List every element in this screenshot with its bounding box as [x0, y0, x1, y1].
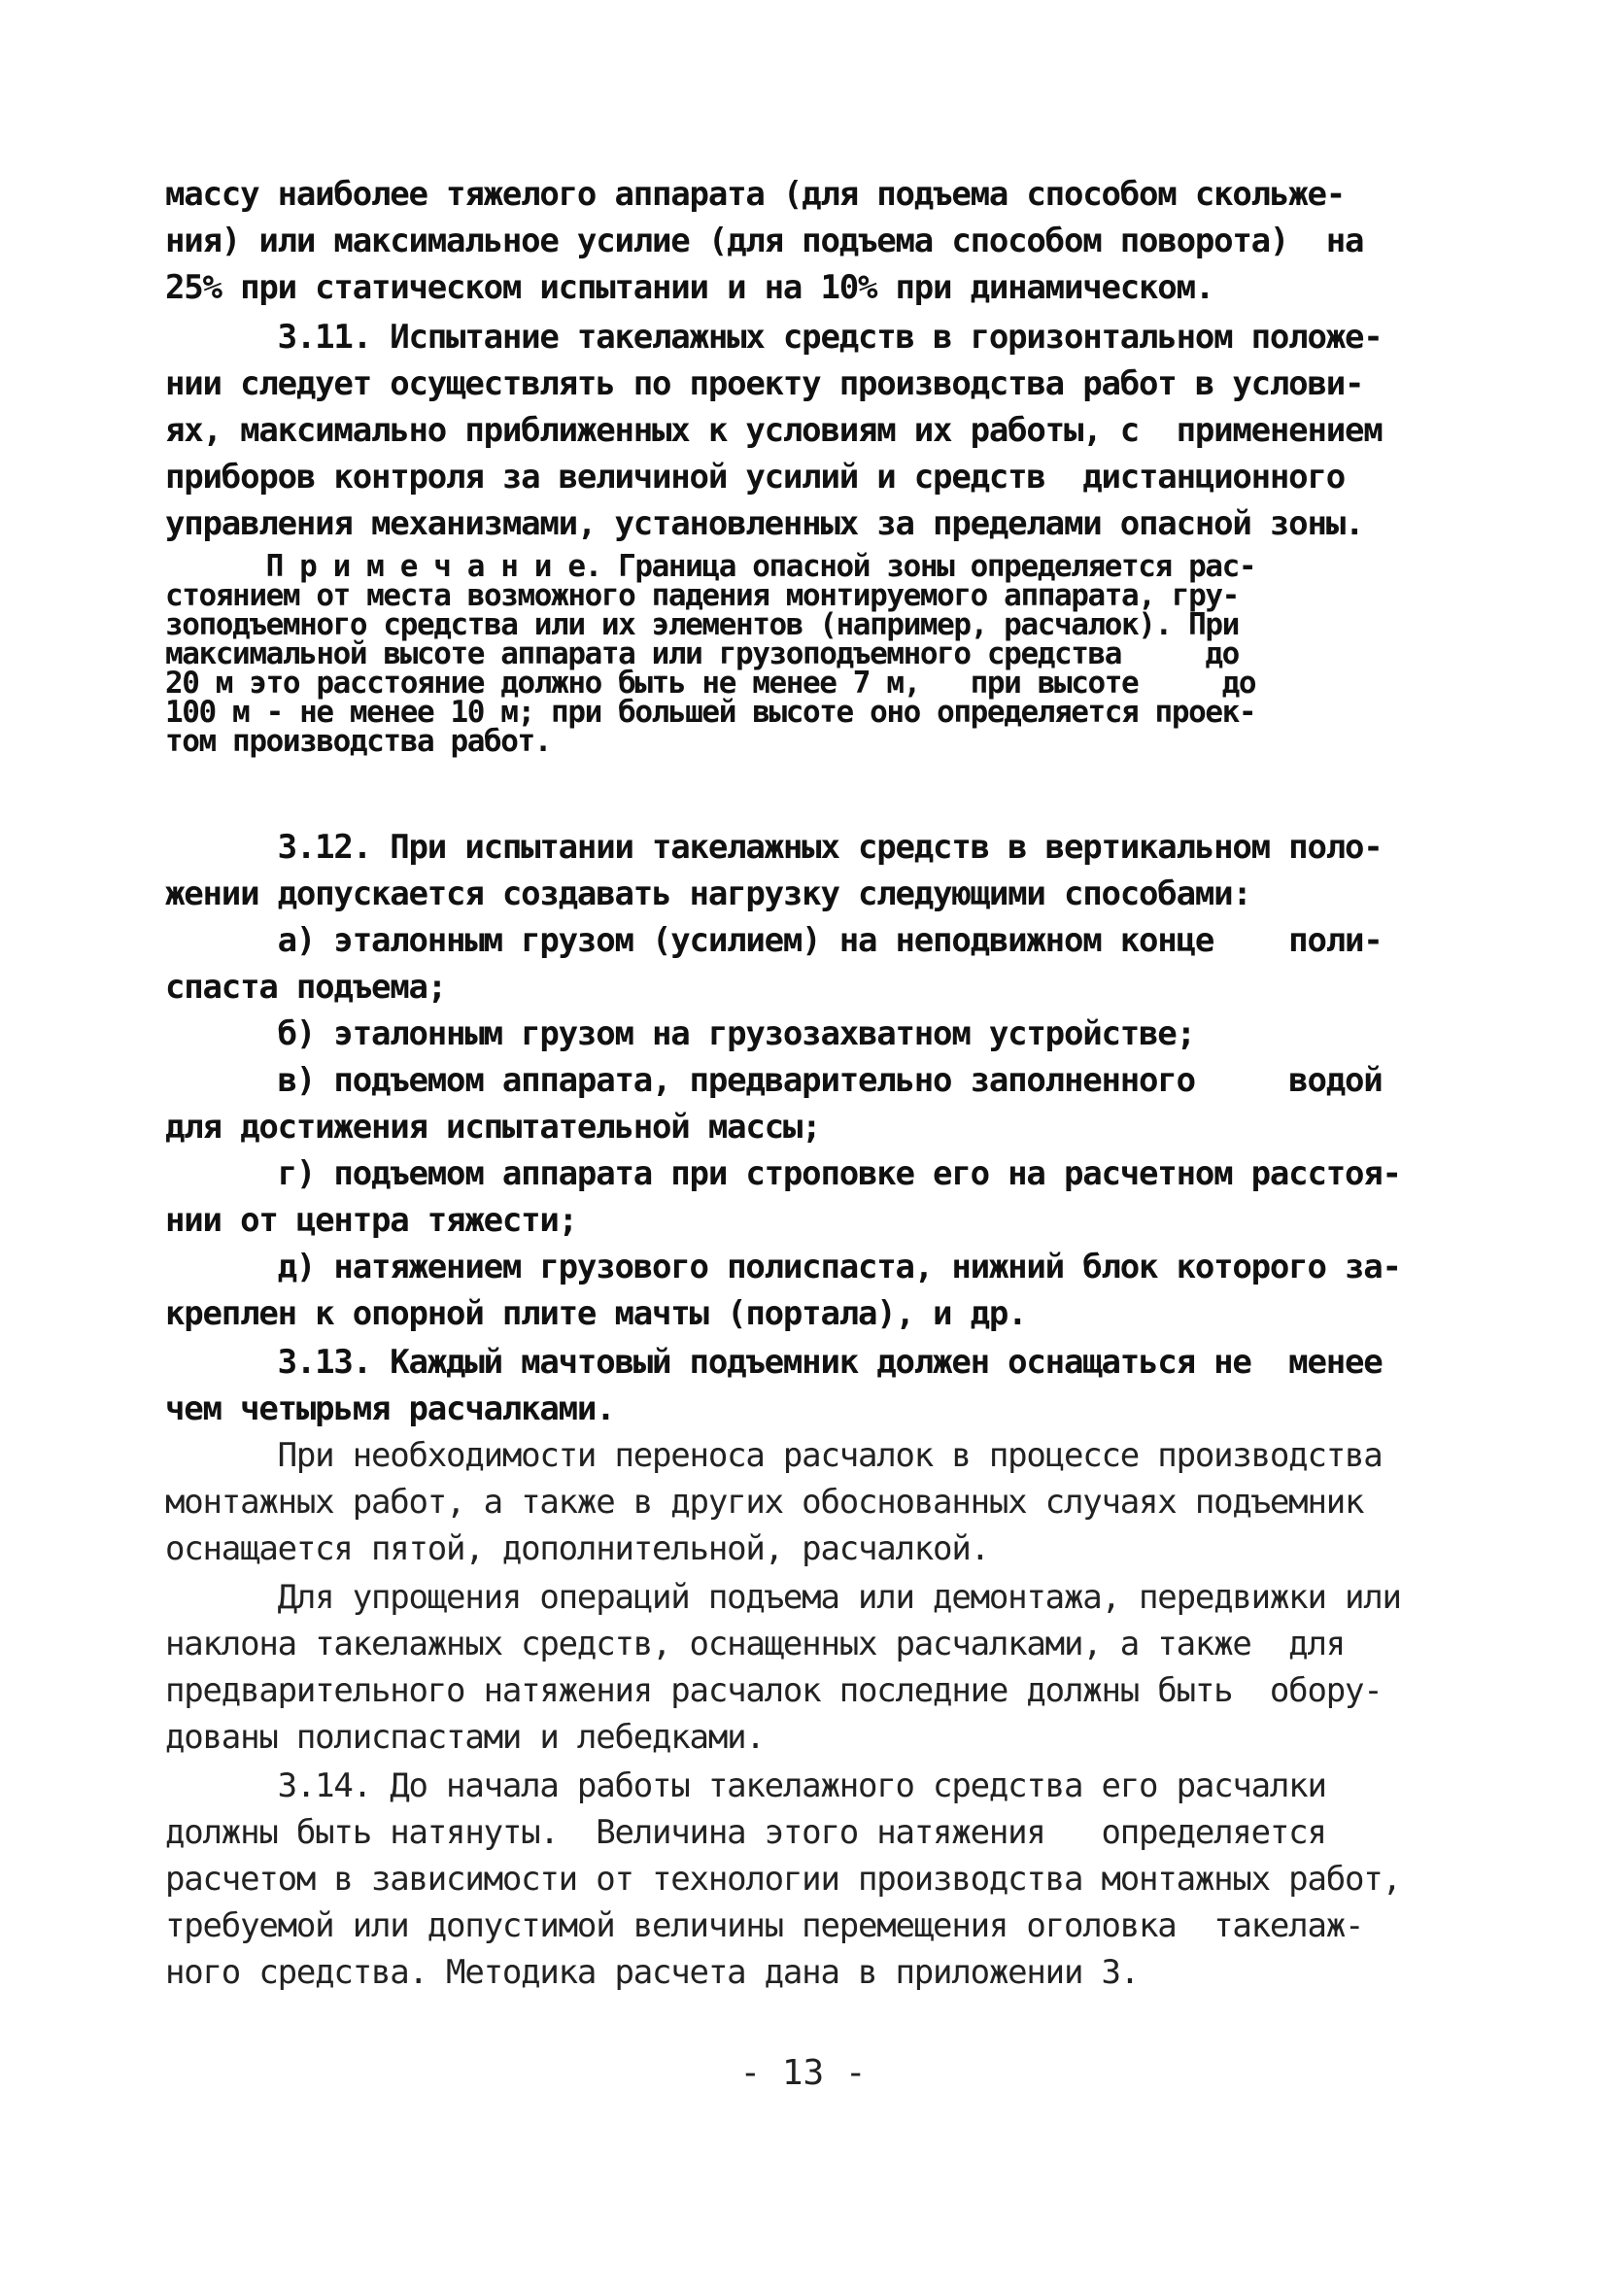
text-line: приборов контроля за величиной усилий и средств дистанционного — [165, 458, 1345, 497]
text-line: При необходимости переноса расчалок в процессе производства — [165, 1436, 1383, 1475]
page-number: - 13 - — [739, 2053, 867, 2093]
note-line: том производства работ. — [165, 724, 552, 759]
note-line: 100 м - не менее 10 м; при большей высоте оно определяется проек- — [165, 695, 1256, 730]
note-line: зоподъемного средства или их элементов (например, расчалок). При — [165, 607, 1239, 642]
note-line: максимальной высоте аппарата или грузоподъемного средства до — [165, 636, 1239, 671]
text-line: наклона такелажных средств, оснащенных расчалками, а также для — [165, 1625, 1345, 1663]
text-line: расчетом в зависимости от технологии производства монтажных работ, — [165, 1860, 1401, 1899]
text-line: чем четырьмя расчалками. — [165, 1389, 615, 1428]
text-line: оснащается пятой, дополнительной, расчалкой. — [165, 1529, 989, 1568]
list-item: б) эталонным грузом на грузозахватном устройстве; — [165, 1014, 1195, 1053]
note-paragraph — [165, 549, 1428, 759]
text-line: 3.14. До начала работы такелажного средства его расчалки — [165, 1766, 1326, 1805]
text-line: нии следует осуществлять по проекту производства работ в услови- — [165, 364, 1364, 403]
text-line: 3.12. При испытании такелажных средств в вертикальном поло- — [165, 828, 1383, 867]
text-line: ях, максимально приближенных к условиям их работы, с применением — [165, 411, 1383, 450]
continuation-paragraph — [165, 171, 1428, 311]
note-line: П р и м е ч а н и е. Граница опасной зоны определяется рас- — [165, 549, 1256, 584]
text-line: креплен к опорной плите мачты (портала), и др. — [165, 1294, 1027, 1333]
list-item: г) подъемом аппарата при строповке его на расчетном расстоя- — [165, 1154, 1401, 1193]
text-line: массу наиболее тяжелого аппарата (для подъема способом скольже- — [165, 175, 1345, 214]
text-line: предварительного натяжения расчалок последние должны быть обору- — [165, 1671, 1383, 1710]
text-line: управления механизмами, установленных за пределами опасной зоны. — [165, 504, 1364, 543]
section-3-13 — [165, 1339, 1428, 1432]
text-line: 3.11. Испытание такелажных средств в горизонтальном положе- — [165, 318, 1383, 357]
text-line: Для упрощения операций подъема или демонтажа, передвижки или — [165, 1578, 1401, 1617]
paragraph-simplify — [165, 1574, 1428, 1761]
note-line: 20 м это расстояние должно быть не менее 7 м, при высоте до — [165, 666, 1256, 701]
text-line: ния) или максимальное усилие (для подъема способом поворота) на — [165, 222, 1364, 260]
text-line: 3.13. Каждый мачтовый подъемник должен оснащаться не менее — [165, 1343, 1383, 1382]
list-item: а) эталонным грузом (усилием) на неподвижном конце поли- — [165, 921, 1383, 960]
section-3-11 — [165, 314, 1428, 547]
text-line: для достижения испытательной массы; — [165, 1108, 821, 1147]
list-item: д) натяжением грузового полиспаста, нижний блок которого за- — [165, 1248, 1401, 1286]
text-line: ного средства. Методика расчета дана в приложении 3. — [165, 1953, 1140, 1992]
text-line: нии от центра тяжести; — [165, 1201, 577, 1240]
section-3-14 — [165, 1763, 1428, 1996]
paragraph-transfer — [165, 1432, 1428, 1572]
list-item: в) подъемом аппарата, предварительно заполненного водой — [165, 1061, 1383, 1100]
text-line: дованы полиспастами и лебедками. — [165, 1718, 765, 1757]
text-line: требуемой или допустимой величины перемещения оголовка такелаж- — [165, 1906, 1364, 1945]
note-line: стоянием от места возможного падения монтируемого аппарата, гру- — [165, 578, 1239, 613]
text-line: должны быть натянуты. Величина этого натяжения определяется — [165, 1813, 1326, 1852]
text-line: спаста подъема; — [165, 968, 447, 1007]
text-line: монтажных работ, а также в других обоснованных случаях подъемник — [165, 1483, 1364, 1522]
text-line: 25% при статическом испытании и на 10% при динамическом. — [165, 268, 1214, 307]
section-3-12 — [165, 824, 1428, 1337]
text-line: жении допускается создавать нагрузку следующими способами: — [165, 874, 1251, 913]
